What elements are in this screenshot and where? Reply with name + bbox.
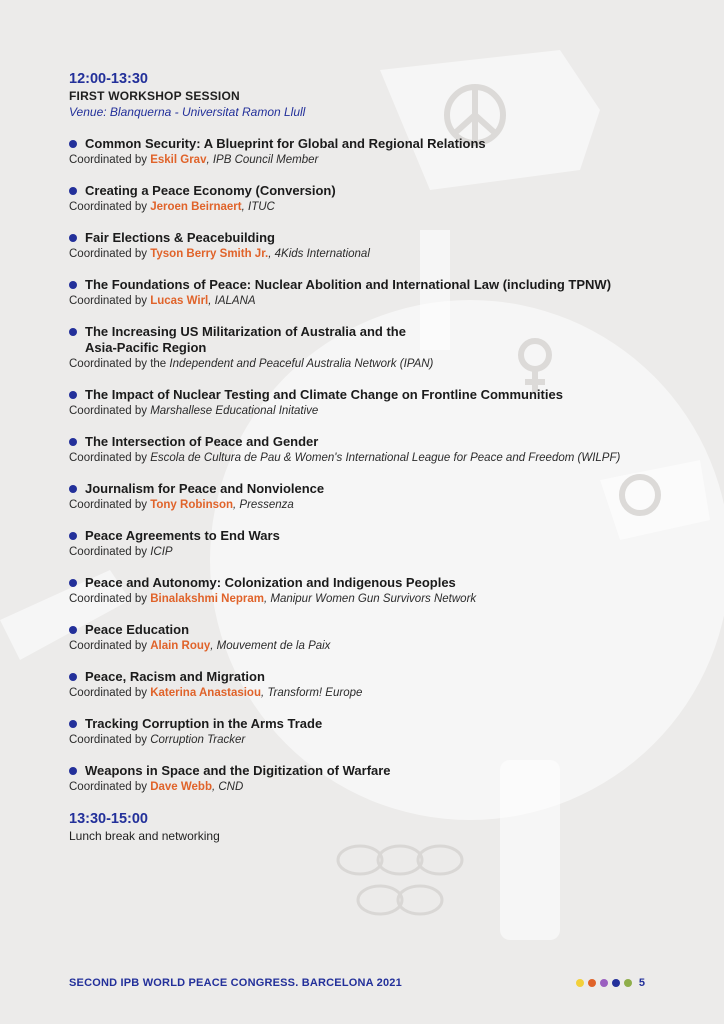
workshop-title: The Impact of Nuclear Testing and Climate Change on Frontline Communities <box>85 387 563 402</box>
coordinator-org: , ITUC <box>241 201 275 213</box>
coordinator-org: , Transform! Europe <box>260 687 363 699</box>
coordinator-name: Lucas Wirl <box>150 295 209 307</box>
workshop-title: Creating a Peace Economy (Conversion) <box>85 183 336 198</box>
workshop-title: Journalism for Peace and Nonviolence <box>85 481 325 496</box>
workshop-item <box>69 763 669 795</box>
bullet-icon <box>69 187 77 195</box>
workshop-title: Peace and Autonomy: Colonization and Indigenous Peoples <box>85 575 456 590</box>
bullet-icon <box>69 140 77 148</box>
workshop-list <box>69 136 669 795</box>
coordinator-org: Independent and Peaceful Australia Network (IPAN) <box>169 358 434 370</box>
decor-dot-icon <box>588 979 596 987</box>
coordinator-org: , IPB Council Member <box>206 154 319 166</box>
decor-dot-icon <box>612 979 620 987</box>
workshop-title-line1: The Increasing US Militarization of Australia and the <box>85 324 406 339</box>
workshop-title: The Intersection of Peace and Gender <box>85 434 319 449</box>
coordinator-name: Katerina Anastasiou <box>150 687 261 699</box>
coordinator-name: Dave Webb <box>150 781 212 793</box>
coordinator-org: , Mouvement de la Paix <box>210 640 331 652</box>
workshop-item <box>69 481 669 513</box>
workshop-coordinator: Coordinated by Katerina Anastasiou, Transform! Europe <box>69 687 363 699</box>
footer-pagination <box>576 975 645 991</box>
workshop-title: Tracking Corruption in the Arms Trade <box>85 716 323 731</box>
coordinator-org: , IALANA <box>208 295 256 307</box>
bullet-icon <box>69 485 77 493</box>
coordinator-name: Tony Robinson <box>150 499 234 511</box>
bullet-icon <box>69 532 77 540</box>
workshop-title: The Foundations of Peace: Nuclear Abolition and International Law (including TPNW) <box>85 277 612 292</box>
coordinator-org: Marshallese Educational Initative <box>150 405 319 417</box>
bullet-icon <box>69 673 77 681</box>
bullet-icon <box>69 626 77 634</box>
workshop-coordinator: Coordinated by Eskil Grav, IPB Council Member <box>69 154 319 166</box>
bullet-icon <box>69 328 77 336</box>
decor-dot-icon <box>576 979 584 987</box>
coordinator-org: , 4Kids International <box>268 248 370 260</box>
workshop-coordinator: Coordinated by ICIP <box>69 546 173 558</box>
workshop-title: Peace, Racism and Migration <box>85 669 265 684</box>
workshop-coordinator: Coordinated by Alain Rouy, Mouvement de la Paix <box>69 640 331 652</box>
workshop-item <box>69 528 669 560</box>
lunch-block <box>69 810 669 844</box>
coordinator-name: Jeroen Beirnaert <box>150 201 242 213</box>
workshop-item <box>69 136 669 168</box>
workshop-coordinator: Coordinated by Jeroen Beirnaert, ITUC <box>69 201 275 213</box>
bullet-icon <box>69 767 77 775</box>
session-venue: Venue: Blanquerna - Universitat Ramon Llull <box>69 105 306 119</box>
program-content <box>69 70 669 844</box>
workshop-item <box>69 230 669 262</box>
workshop-coordinator: Coordinated by Tony Robinson, Pressenza <box>69 499 294 511</box>
coordinator-name: Eskil Grav <box>150 154 207 166</box>
workshop-item <box>69 434 669 466</box>
workshop-coordinator: Coordinated by Corruption Tracker <box>69 734 246 746</box>
bullet-icon <box>69 391 77 399</box>
workshop-item <box>69 387 669 419</box>
decor-dot-icon <box>624 979 632 987</box>
coordinator-org: , Manipur Women Gun Survivors Network <box>263 593 477 605</box>
coordinator-org: Escola de Cultura de Pau & Women's International League for Peace and Freedom (WILPF) <box>150 452 621 464</box>
workshop-title-line2: Asia-Pacific Region <box>85 340 207 355</box>
workshop-item <box>69 622 669 654</box>
workshop-item <box>69 716 669 748</box>
bullet-icon <box>69 579 77 587</box>
session-title: FIRST WORKSHOP SESSION <box>69 89 240 103</box>
workshop-title: Peace Education <box>85 622 190 637</box>
workshop-item <box>69 183 669 215</box>
lunch-text: Lunch break and networking <box>69 829 220 843</box>
workshop-coordinator: Coordinated by Marshallese Educational Initative <box>69 405 319 417</box>
workshop-coordinator: Coordinated by the Independent and Peaceful Australia Network (IPAN) <box>69 358 434 370</box>
workshop-coordinator: Coordinated by Lucas Wirl, IALANA <box>69 295 256 307</box>
bullet-icon <box>69 281 77 289</box>
decor-dot-icon <box>600 979 608 987</box>
coordinator-name: Alain Rouy <box>150 640 211 652</box>
workshop-item <box>69 277 669 309</box>
coordinator-name: Tyson Berry Smith Jr. <box>150 248 269 260</box>
coordinator-org: Corruption Tracker <box>150 734 246 746</box>
workshop-coordinator: Coordinated by Dave Webb, CND <box>69 781 244 793</box>
workshop-item <box>69 324 669 372</box>
session-time: 12:00-13:30 <box>69 71 148 87</box>
workshop-item <box>69 575 669 607</box>
coordinator-org: ICIP <box>150 546 173 558</box>
bullet-icon <box>69 438 77 446</box>
coordinator-name: Binalakshmi Nepram <box>150 593 264 605</box>
workshop-title: Peace Agreements to End Wars <box>85 528 280 543</box>
footer-title: SECOND IPB WORLD PEACE CONGRESS. BARCELONA 2021 <box>69 977 402 989</box>
lunch-time: 13:30-15:00 <box>69 811 148 827</box>
bullet-icon <box>69 720 77 728</box>
page-number: 5 <box>638 977 645 989</box>
bullet-icon <box>69 234 77 242</box>
workshop-title: Weapons in Space and the Digitization of Warfare <box>85 763 391 778</box>
workshop-coordinator: Coordinated by Escola de Cultura de Pau & Women's International League for Peace and Freedom (WILPF) <box>69 452 621 464</box>
workshop-item <box>69 669 669 701</box>
workshop-coordinator: Coordinated by Binalakshmi Nepram, Manipur Women Gun Survivors Network <box>69 593 477 605</box>
workshop-title: Fair Elections & Peacebuilding <box>85 230 275 245</box>
coordinator-org: , Pressenza <box>233 499 294 511</box>
workshop-title: Common Security: A Blueprint for Global and Regional Relations <box>85 136 486 151</box>
coordinator-org: , CND <box>211 781 244 793</box>
page-footer <box>69 975 645 991</box>
workshop-coordinator: Coordinated by Tyson Berry Smith Jr., 4Kids International <box>69 248 370 260</box>
